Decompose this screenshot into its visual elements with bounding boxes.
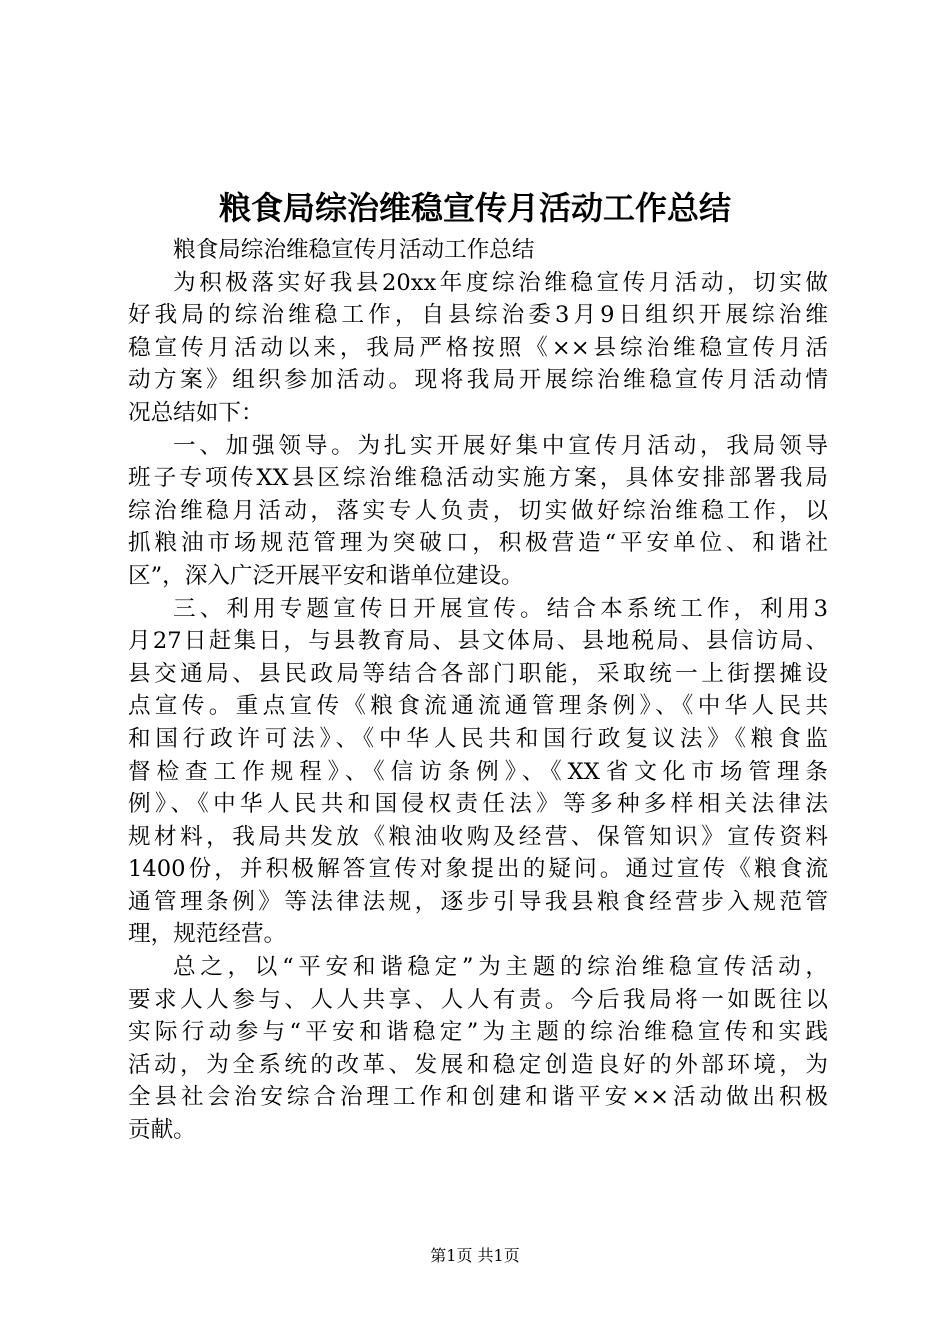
document-title: 粮食局综治维稳宣传月活动工作总结 [218, 189, 731, 227]
paragraph [128, 430, 828, 593]
paragraph-line: 规材料，我局共发放《粮油收购及经营、保管知识》宣传资料 [128, 823, 828, 850]
paragraph-line: 三、利用专题宣传日开展宣传。结合本系统工作，利用3 [173, 595, 828, 622]
paragraph [128, 267, 828, 430]
page-number-footer: 第1页 共1页 [430, 1246, 520, 1265]
paragraph-line: 区”，深入广泛开展平安和谐单位建设。 [128, 562, 524, 589]
paragraph-line: 为积极落实好我县20xx年度综治维稳宣传月活动，切实做 [173, 269, 828, 296]
paragraph-line: 例》、《中华人民共和国侵权责任法》等多种多样相关法律法 [128, 791, 828, 818]
paragraph-line: 理，规范经营。 [128, 921, 287, 948]
paragraph-line: 督检查工作规程》、《信访条例》、《XX省文化市场管理条 [128, 758, 828, 785]
paragraph-line: 点宣传。重点宣传《粮食流通流通管理条例》、《中华人民共 [128, 693, 828, 720]
paragraph-line: 县交通局、县民政局等结合各部门职能，采取统一上街摆摊设 [128, 660, 828, 687]
paragraph-line: 况总结如下： [128, 399, 264, 426]
paragraph-line: 一、加强领导。为扎实开展好集中宣传月活动，我局领导 [173, 432, 828, 459]
paragraph-line: 动方案》组织参加活动。现将我局开展综治维稳宣传月活动情 [128, 367, 828, 394]
paragraph-line: 和国行政许可法》、《中华人民共和国行政复议法》《粮食监 [128, 725, 828, 752]
paragraph-line: 好我局的综治维稳工作，自县综治委3月9日组织开展综治维 [128, 302, 828, 329]
paragraph-line: 月27日赶集日，与县教育局、县文体局、县地税局、县信访局、 [128, 628, 828, 655]
paragraph-line: 粮食局综治维稳宣传月活动工作总结 [173, 237, 535, 263]
paragraph-line: 稳宣传月活动以来，我局严格按照《××县综治维稳宣传月活 [128, 334, 828, 361]
paragraph-line: 总之，以“平安和谐稳定”为主题的综治维稳宣传活动， [173, 954, 828, 981]
paragraph [128, 593, 828, 952]
paragraph-line: 活动，为全系统的改革、发展和稳定创造良好的外部环境，为 [128, 1051, 828, 1078]
paragraph-line: 实际行动参与“平安和谐稳定”为主题的综治维稳宣传和实践 [128, 1019, 828, 1046]
paragraph-line: 班子专项传XX县区综治维稳活动实施方案，具体安排部署我局 [128, 465, 828, 492]
paragraph-line: 抓粮油市场规范管理为突破口，积极营造“平安单位、和谐社 [128, 530, 828, 557]
paragraph [128, 951, 828, 1147]
paragraph-line: 1400份，并积极解答宣传对象提出的疑问。通过宣传《粮食流 [128, 856, 828, 883]
paragraph-line: 要求人人参与、人人共享、人人有责。今后我局将一如既往以 [128, 986, 828, 1013]
paragraph-line: 综治维稳月活动，落实专人负责，切实做好综治维稳工作，以 [128, 497, 828, 524]
document-body [128, 234, 828, 1147]
paragraph [128, 234, 828, 267]
paragraph-line: 通管理条例》等法律法规，逐步引导我县粮食经营步入规范管 [128, 888, 828, 915]
paragraph-line: 贡献。 [128, 1117, 196, 1144]
paragraph-line: 全县社会治安综合治理工作和创建和谐平安××活动做出积极 [128, 1084, 828, 1111]
